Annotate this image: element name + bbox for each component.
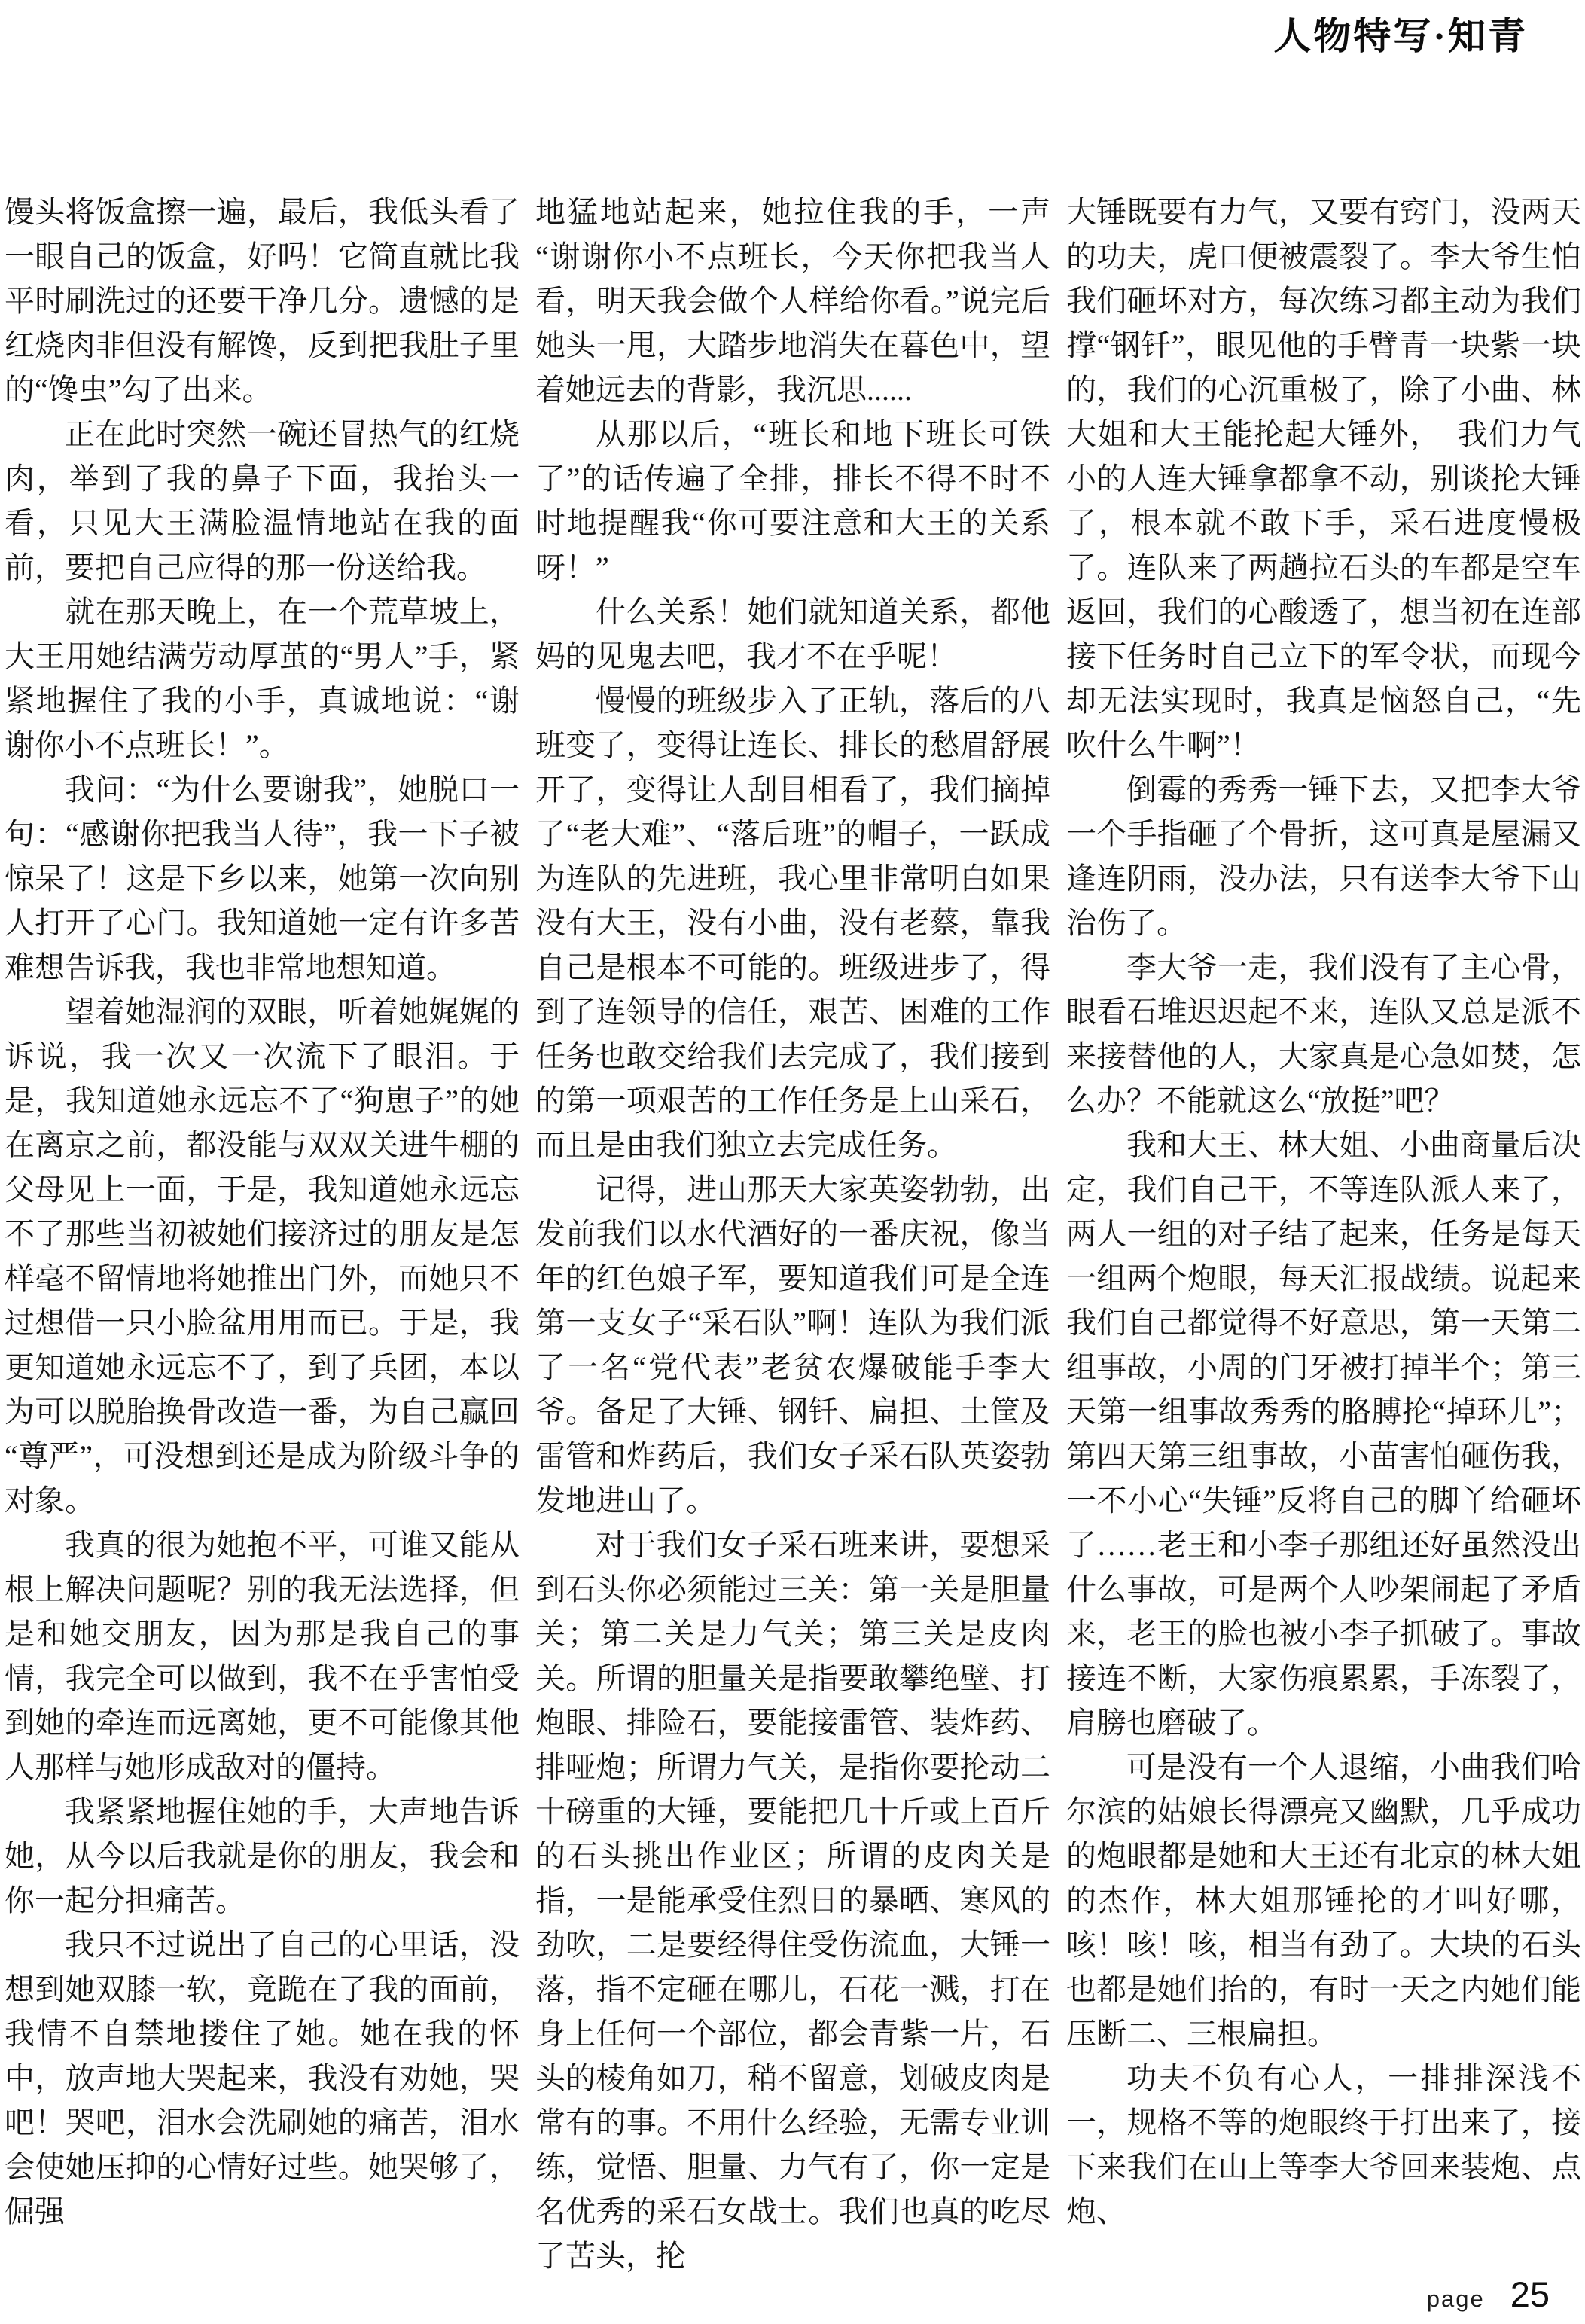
paragraph: 就在那天晚上，在一个荒草坡上，大王用她结满劳动厚茧的“男人”手，紧紧地握住了我的小手，真诚地说：“谢谢你小不点班长！”。	[5, 595, 520, 762]
paragraph: 我问：“为什么要谢我”，她脱口一句：“感谢你把我当人待”，我一下子被惊呆了！这是下乡以来，她第一次向别人打开了心门。我知道她一定有许多苦难想告诉我，我也非常地想知道。	[5, 773, 520, 984]
paragraph: 可是没有一个人退缩，小曲我们哈尔滨的姑娘长得漂亮又幽默，几乎成功的炮眼都是她和大王还有北京的林大姐的杰作，林大姐那锤抡的才叫好哪，咳！咳！咳，相当有劲了。大块的石头也都是她们抬的，有时一天之内她们能压断二、三根扁担。	[1066, 1750, 1581, 2051]
paragraph: 慢慢的班级步入了正轨，落后的八班变了，变得让连长、排长的愁眉舒展开了，变得让人刮目相看了，我们摘掉了“老大难”、“落后班”的帽子，一跃成为连队的先进班，我心里非常明白如果没有大王，没有小曲，没有老蔡，靠我自己是根本不可能的。班级进步了，得到了连领导的信任，艰苦、困难的工作任务也敢交给我们去完成了，我们接到的第一项艰苦的工作任务是上山采石，而且是由我们独立去完成任务。	[535, 684, 1050, 1162]
paragraph: 我真的很为她抱不平，可谁又能从根上解决问题呢？别的我无法选择，但是和她交朋友，因为那是我自己的事情，我完全可以做到，我不在乎害怕受到她的牵连而远离她，更不可能像其他人那样与她形成敌对的僵持。	[5, 1528, 520, 1784]
paragraph: 什么关系！她们就知道关系，都他妈的见鬼去吧，我才不在乎呢！	[535, 595, 1050, 673]
paragraph: 对于我们女子采石班来讲，要想采到石头你必须能过三关：第一关是胆量关；第二关是力气关；第三关是皮肉关。所谓的胆量关是指要敢攀绝壁、打炮眼、排险石，要能接雷管、装炸药、排哑炮；所谓力气关，是指你要抡动二十磅重的大锤，要能把几十斤或上百斤的石头挑出作业区；所谓的皮肉关是指，一是能承受住烈日的暴晒、寒风的劲吹，二是要经得住受伤流血，大锤一落，指不定砸在哪儿，石花一溅，打在身上任何一个部位，都会青紫一片，石头的棱角如刀，稍不留意，划破皮肉是常有的事。不用什么经验，无需专业训练，觉悟、胆量、力气有了，你一定是名优秀的采石女战士。我们也真的吃尽了苦头，抡	[535, 1528, 1050, 2273]
article-body	[5, 190, 1581, 2278]
paragraph: 李大爷一走，我们没有了主心骨，眼看石堆迟迟起不来，连队又总是派不来接替他的人，大家真是心急如焚，怎么办？不能就这么“放挺”吧？	[1066, 950, 1581, 1118]
section-title: 人物特写·知青	[1273, 15, 1528, 57]
text-column-3	[1066, 190, 1581, 2278]
page-number: 25	[1510, 2274, 1550, 2314]
paragraph: 我和大王、林大姐、小曲商量后决定，我们自己干，不等连队派人来了，两人一组的对子结了起来，任务是每天一组两个炮眼，每天汇报战绩。说起来我们自己都觉得不好意思，第一天第二组事故，小周的门牙被打掉半个；第三天第一组事故秀秀的胳膊抡“掉环儿”；第四天第三组事故，小苗害怕砸伤我，一不小心“失锤”反将自己的脚丫给砸坏了……老王和小李子那组还好虽然没出什么事故，可是两个人吵架闹起了矛盾来，老王的脸也被小李子抓破了。事故接连不断，大家伤痕累累，手冻裂了，肩膀也磨破了。	[1066, 1128, 1581, 1740]
paragraph: 正在此时突然一碗还冒热气的红烧肉，举到了我的鼻子下面，我抬头一看，只见大王满脸温情地站在我的面前，要把自己应得的那一份送给我。	[5, 417, 520, 584]
paragraph: 我紧紧地握住她的手，大声地告诉她，从今以后我就是你的朋友，我会和你一起分担痛苦。	[5, 1795, 520, 1917]
paragraph: 从那以后，“班长和地下班长可铁了”的话传遍了全排，排长不得不时不时地提醒我“你可要注意和大王的关系呀！”	[535, 417, 1050, 584]
paragraph: 望着她湿润的双眼，听着她娓娓的诉说，我一次又一次流下了眼泪。于是，我知道她永远忘不了“狗崽子”的她在离京之前，都没能与双双关进牛棚的父母见上一面，于是，我知道她永远忘不了那些当初被她们接济过的朋友是怎样毫不留情地将她推出门外，而她只不过想借一只小脸盆用用而已。于是，我更知道她永远忘不了，到了兵团，本以为可以脱胎换骨改造一番，为自己赢回 “尊严”，可没想到还是成为阶级斗争的对象。	[5, 995, 520, 1517]
page-label: page	[1426, 2286, 1485, 2312]
paragraph: 馒头将饭盒擦一遍，最后，我低头看了一眼自己的饭盒，好吗！它简直就比我平时刷洗过的还要干净几分。遗憾的是红烧肉非但没有解馋，反到把我肚子里的“馋虫”勾了出来。	[5, 195, 520, 407]
paragraph: 我只不过说出了自己的心里话，没想到她双膝一软，竟跪在了我的面前，我情不自禁地搂住了她。她在我的怀中，放声地大哭起来，我没有劝她，哭吧！哭吧，泪水会洗刷她的痛苦，泪水会使她压抑的心情好过些。她哭够了，倔强	[5, 1928, 520, 2228]
text-column-1	[5, 190, 520, 2278]
paragraph: 功夫不负有心人，一排排深浅不一，规格不等的炮眼终于打出来了，接下来我们在山上等李大爷回来装炮、点炮、	[1066, 2061, 1581, 2228]
paragraph: 大锤既要有力气，又要有窍门，没两天的功夫，虎口便被震裂了。李大爷生怕我们砸坏对方，每次练习都主动为我们撑“钢钎”，眼见他的手臂青一块紫一块的，我们的心沉重极了，除了小曲、林大姐和大王能抡起大锤外， 我们力气小的人连大锤拿都拿不动，别谈抡大锤了，根本就不敢下手，采石进度慢极了。连队来了两趟拉石头的车都是空车返回，我们的心酸透了，想当初在连部接下任务时自己立下的军令状，而现今却无法实现时，我真是恼怒自己，“先吹什么牛啊”！	[1066, 195, 1581, 762]
paragraph: 倒霉的秀秀一锤下去，又把李大爷一个手指砸了个骨折，这可真是屋漏又逢连阴雨，没办法，只有送李大爷下山治伤了。	[1066, 773, 1581, 940]
paragraph: 地猛地站起来，她拉住我的手，一声“谢谢你小不点班长，今天你把我当人看，明天我会做个人样给你看。”说完后她头一甩，大踏步地消失在暮色中，望着她远去的背影，我沉思......	[535, 195, 1050, 407]
page-footer	[1427, 2274, 1550, 2315]
paragraph: 记得，进山那天大家英姿勃勃，出发前我们以水代酒好的一番庆祝，像当年的红色娘子军，要知道我们可是全连第一支女子“采石队”啊！连队为我们派了一名“党代表”老贫农爆破能手李大爷。备足了大锤、钢钎、扁担、土筐及雷管和炸药后，我们女子采石队英姿勃发地进山了。	[535, 1173, 1050, 1517]
text-column-2	[535, 190, 1050, 2278]
